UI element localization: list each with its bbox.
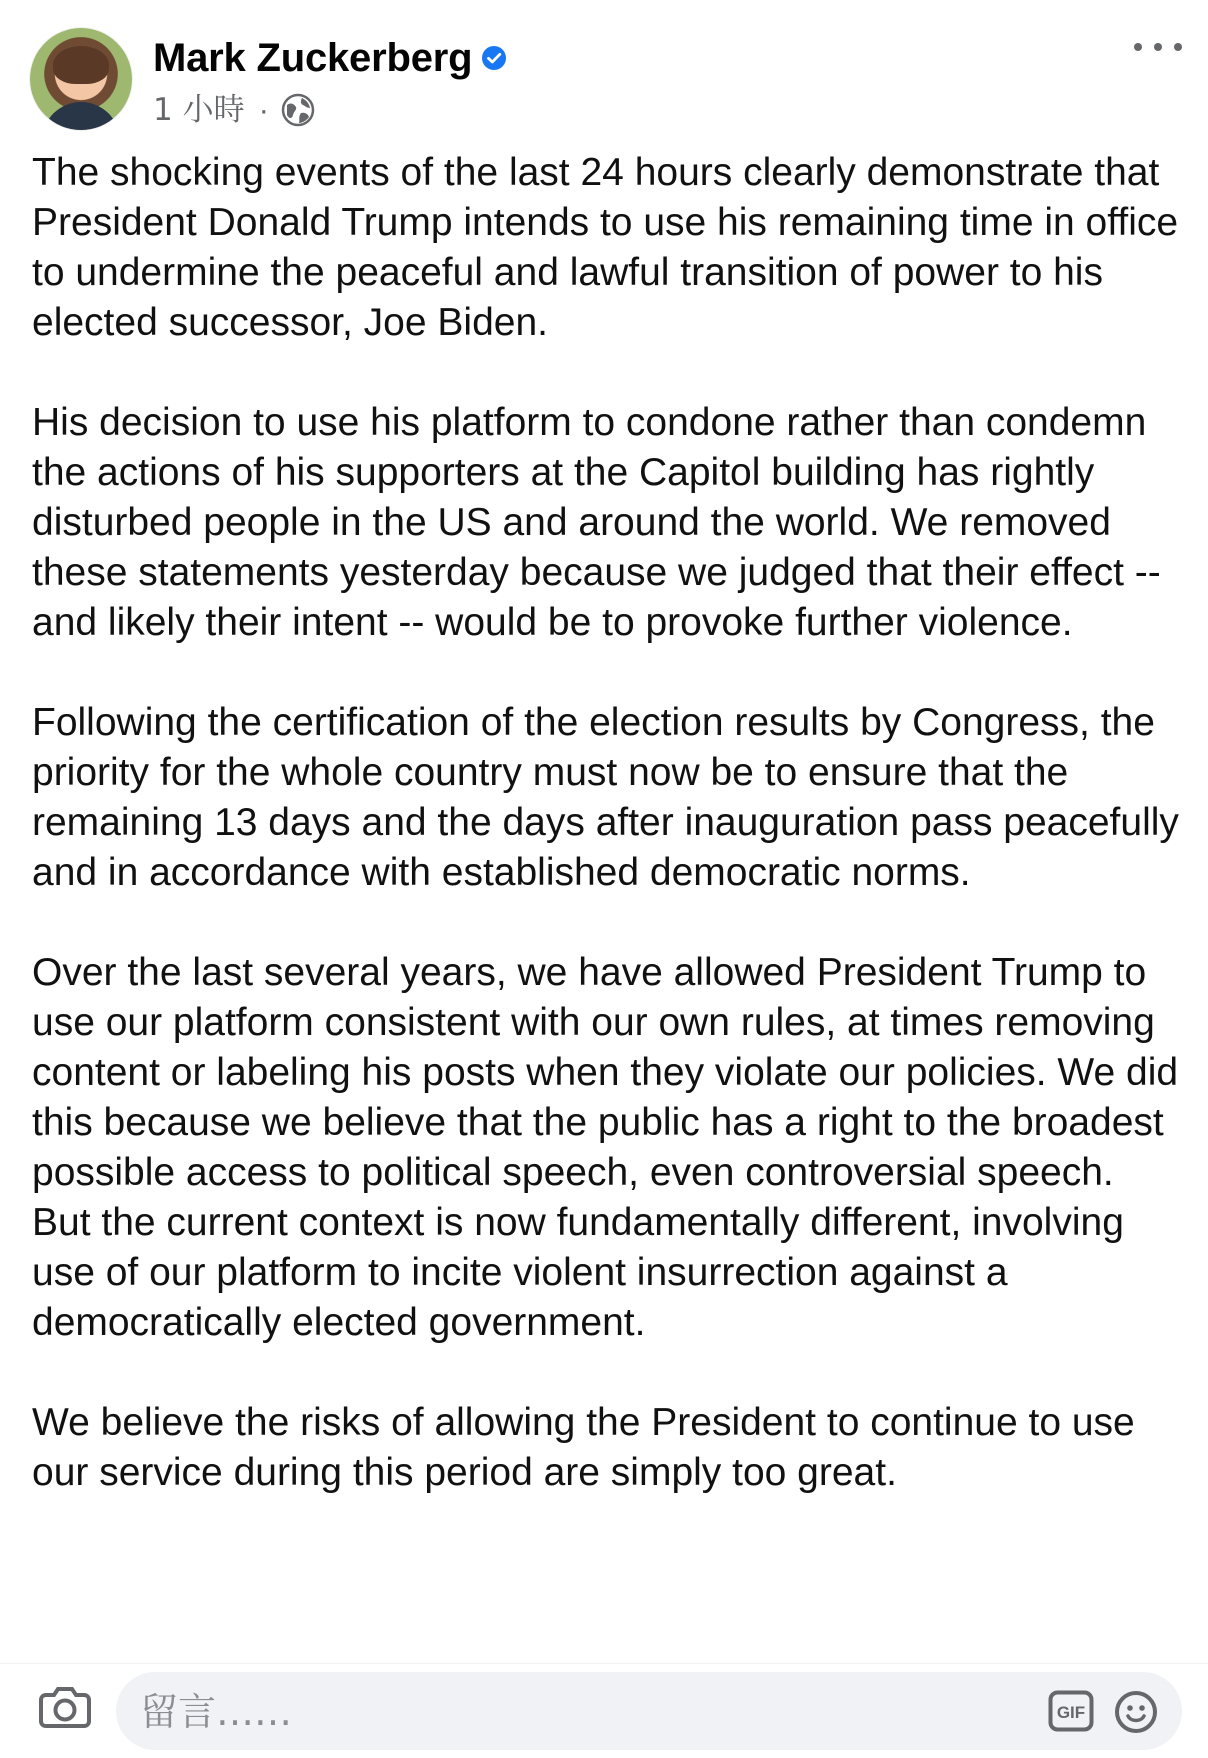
gif-icon xyxy=(1048,1690,1094,1732)
comment-input[interactable] xyxy=(138,1672,1022,1752)
post-paragraph: We believe the risks of allowing the President to continue to use our service during this period are simply too great. xyxy=(32,1401,1135,1494)
more-dot xyxy=(1134,43,1142,51)
verified-badge-icon xyxy=(482,46,506,70)
meta-separator: · xyxy=(258,92,269,127)
camera-icon xyxy=(38,1682,92,1730)
comment-bar xyxy=(0,1664,1208,1758)
camera-button[interactable] xyxy=(38,1682,92,1730)
author-name[interactable]: Mark Zuckerberg xyxy=(153,36,473,80)
post-time[interactable]: 1 小時 xyxy=(153,92,245,128)
emoji-button[interactable] xyxy=(1114,1690,1158,1734)
comment-input-wrap[interactable] xyxy=(116,1672,1182,1750)
author-row xyxy=(153,34,506,82)
post-paragraph: Following the certification of the election results by Congress, the priority for the whole country must now be to ensure that the remaining 13 days and the days after inauguration pass peacefully and in accordance with established democratic norms. xyxy=(32,701,1179,894)
more-options-button[interactable] xyxy=(1134,35,1182,59)
post-paragraph: Over the last several years, we have allowed President Trump to use our platform consistent with our own rules, at times removing content or labeling his posts when they violate our policies. We did this because we believe that the public has a right to the broadest possible access to political speech, even controversial speech. But the current context is now fundamentally different, involving use of our platform to incite violent insurrection against a democratically elected government. xyxy=(32,951,1179,1344)
gif-label: GIF xyxy=(1056,1703,1086,1722)
emoji-icon xyxy=(1114,1690,1158,1734)
avatar[interactable] xyxy=(30,28,132,130)
post-header xyxy=(0,0,1208,140)
post-body xyxy=(32,148,1182,1498)
gif-button[interactable] xyxy=(1048,1690,1094,1732)
more-dot xyxy=(1174,43,1182,51)
globe-icon[interactable] xyxy=(281,93,315,127)
post-paragraph: The shocking events of the last 24 hours clearly demonstrate that President Donald Trump intends to use his remaining time in office to undermine the peaceful and lawful transition of power to his elected successor, Joe Biden. xyxy=(32,151,1179,344)
more-dot xyxy=(1154,43,1162,51)
post-meta xyxy=(153,90,315,130)
post-paragraph: His decision to use his platform to condone rather than condemn the actions of his supporters at the Capitol building has rightly disturbed people in the US and around the world. We removed these statements yesterday because we judged that their effect -- and likely their intent -- would be to provoke further violence. xyxy=(32,401,1161,644)
